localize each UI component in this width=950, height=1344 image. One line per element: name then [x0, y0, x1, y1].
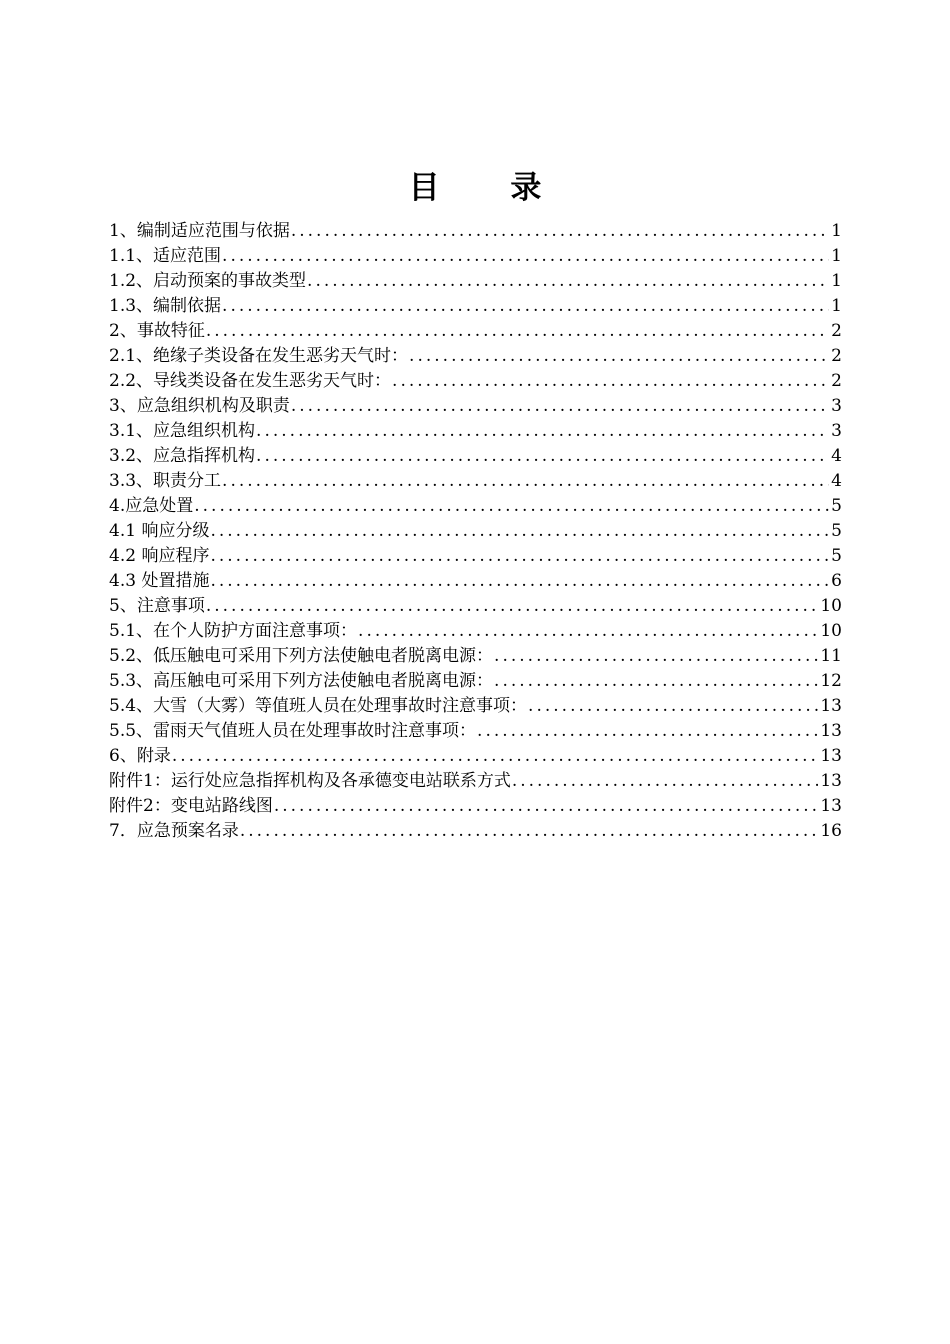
- toc-page-number: 2: [831, 371, 842, 391]
- toc-page-number: 2: [831, 321, 842, 341]
- toc-entry-text: 5.3、高压触电可采用下列方法使触电者脱离电源：: [109, 671, 494, 691]
- toc-page-number: 10: [820, 621, 842, 641]
- toc-entry[interactable]: [109, 519, 842, 544]
- toc-entry[interactable]: [109, 794, 842, 819]
- toc-page-number: 13: [820, 696, 842, 716]
- toc-leader: [358, 619, 818, 644]
- toc-entry-text: 2、事故特征: [109, 321, 205, 341]
- toc-entry-text: 5、注意事项: [109, 596, 205, 616]
- toc-leader: [409, 344, 829, 369]
- toc-leader: [494, 669, 818, 694]
- toc-entry-text: 2.2、导线类设备在发生恶劣天气时：: [109, 371, 392, 391]
- toc-leader: [210, 544, 829, 569]
- toc-leader: [494, 644, 818, 669]
- toc-page-number: 4: [831, 471, 842, 491]
- toc-entry-text: 2.1、绝缘子类设备在发生恶劣天气时：: [109, 346, 409, 366]
- toc-leader: [274, 794, 819, 819]
- toc-page-number: 3: [831, 421, 842, 441]
- toc-page-number: 13: [820, 771, 842, 791]
- toc-leader: [206, 319, 829, 344]
- toc-entry-text: 4.3 处置措施: [109, 571, 210, 591]
- toc-entry-text: 4.2 响应程序: [109, 546, 210, 566]
- toc-entry[interactable]: [109, 594, 842, 619]
- toc-entry-text: 7．应急预案名录: [109, 821, 239, 841]
- toc-entry[interactable]: [109, 344, 842, 369]
- toc-leader: [291, 219, 829, 244]
- toc-entry-text: 5.4、大雪（大雾）等值班人员在处理事故时注意事项：: [109, 696, 528, 716]
- toc-entry-text: 1、编制适应范围与依据: [109, 221, 290, 241]
- toc-entry-text: 5.1、在个人防护方面注意事项：: [109, 621, 358, 641]
- toc-page-number: 2: [831, 346, 842, 366]
- toc-page-number: 1: [831, 246, 842, 266]
- toc-page-number: 12: [820, 671, 842, 691]
- toc-page-number: 16: [820, 821, 842, 841]
- toc-leader: [194, 494, 829, 519]
- toc-leader: [256, 419, 829, 444]
- toc-title: 目 录: [408, 170, 572, 206]
- toc-leader: [210, 519, 829, 544]
- toc-leader: [256, 444, 829, 469]
- toc-leader: [512, 769, 819, 794]
- toc-leader: [206, 594, 819, 619]
- toc-leader: [222, 244, 829, 269]
- toc-leader: [222, 294, 829, 319]
- toc-entry[interactable]: [109, 394, 842, 419]
- toc-leader: [392, 369, 829, 394]
- toc-entry[interactable]: [109, 369, 842, 394]
- toc-entry[interactable]: [109, 544, 842, 569]
- toc-leader: [477, 719, 818, 744]
- toc-entry[interactable]: [109, 294, 842, 319]
- toc-entry[interactable]: [109, 694, 842, 719]
- toc-page-number: 13: [820, 746, 842, 766]
- toc-entry[interactable]: [109, 269, 842, 294]
- toc-leader: [528, 694, 818, 719]
- toc-entry-text: 1.1、适应范围: [109, 246, 222, 266]
- toc-entry-text: 5.2、低压触电可采用下列方法使触电者脱离电源：: [109, 646, 494, 666]
- toc-list: [109, 219, 842, 844]
- toc-entry[interactable]: [109, 244, 842, 269]
- toc-entry[interactable]: [109, 319, 842, 344]
- toc-page-number: 1: [831, 221, 842, 241]
- toc-entry-text: 5.5、雷雨天气值班人员在处理事故时注意事项：: [109, 721, 477, 741]
- toc-entry[interactable]: [109, 744, 842, 769]
- toc-page-number: 10: [820, 596, 842, 616]
- toc-entry[interactable]: [109, 719, 842, 744]
- toc-page-number: 5: [831, 521, 842, 541]
- toc-page-number: 4: [831, 446, 842, 466]
- toc-page-number: 13: [820, 721, 842, 741]
- toc-entry[interactable]: [109, 469, 842, 494]
- toc-leader: [240, 819, 819, 844]
- toc-page-number: 5: [831, 496, 842, 516]
- toc-entry[interactable]: [109, 444, 842, 469]
- toc-entry-text: 3.1、应急组织机构: [109, 421, 256, 441]
- toc-entry[interactable]: [109, 419, 842, 444]
- toc-leader: [222, 469, 829, 494]
- toc-entry-text: 1.2、启动预案的事故类型: [109, 271, 307, 291]
- toc-leader: [291, 394, 829, 419]
- toc-page-number: 3: [831, 396, 842, 416]
- toc-entry-text: 3.3、职责分工: [109, 471, 222, 491]
- toc-page-number: 13: [820, 796, 842, 816]
- toc-entry[interactable]: [109, 569, 842, 594]
- toc-entry-text: 附件2：变电站路线图: [109, 796, 273, 816]
- toc-entry[interactable]: [109, 669, 842, 694]
- toc-page-number: 1: [831, 296, 842, 316]
- toc-leader: [307, 269, 829, 294]
- toc-entry-text: 1.3、编制依据: [109, 296, 222, 316]
- toc-entry-text: 3.2、应急指挥机构: [109, 446, 256, 466]
- toc-leader: [172, 744, 819, 769]
- toc-page-number: 1: [831, 271, 842, 291]
- toc-entry[interactable]: [109, 219, 842, 244]
- toc-entry[interactable]: [109, 619, 842, 644]
- toc-entry[interactable]: [109, 769, 842, 794]
- toc-page-number: 11: [820, 646, 842, 666]
- toc-entry[interactable]: [109, 819, 842, 844]
- toc-entry-text: 附件1：运行处应急指挥机构及各承德变电站联系方式: [109, 771, 511, 791]
- toc-entry-text: 6、附录: [109, 746, 171, 766]
- toc-entry[interactable]: [109, 644, 842, 669]
- toc-page-number: 6: [831, 571, 842, 591]
- toc-entry[interactable]: [109, 494, 842, 519]
- toc-entry-text: 3、应急组织机构及职责: [109, 396, 290, 416]
- toc-leader: [210, 569, 829, 594]
- toc-entry-text: 4.应急处置: [109, 496, 194, 516]
- toc-entry-text: 4.1 响应分级: [109, 521, 210, 541]
- toc-page-number: 5: [831, 546, 842, 566]
